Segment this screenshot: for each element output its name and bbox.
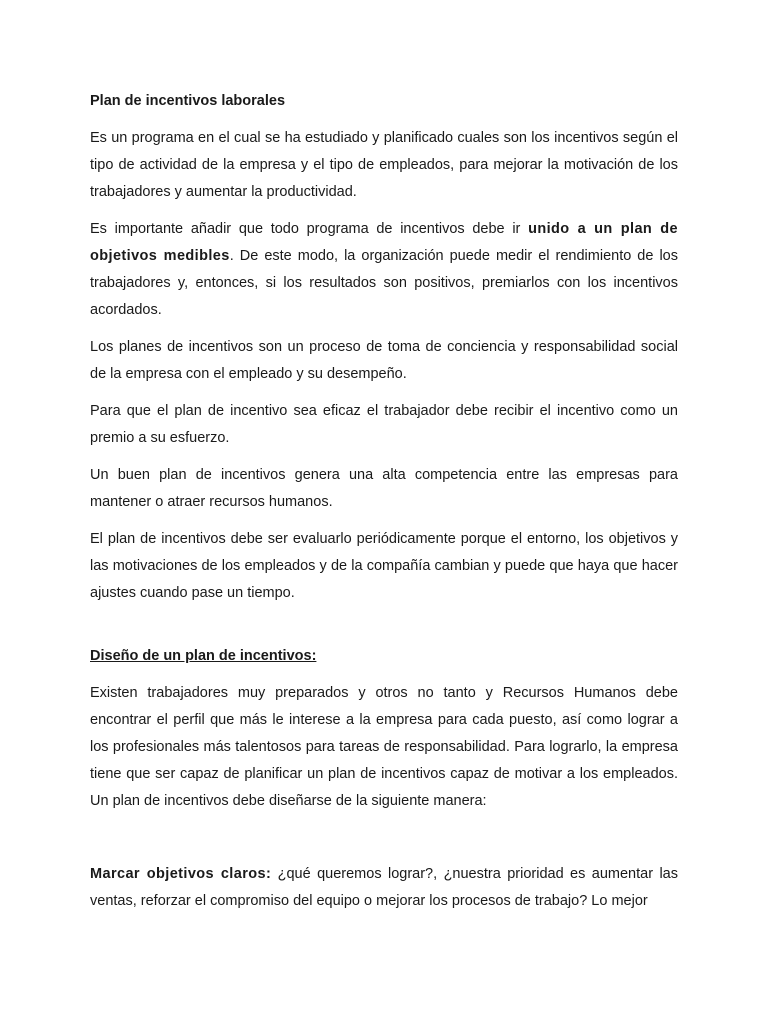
paragraph-text: Es importante añadir que todo programa de incentivos debe ir	[90, 221, 529, 237]
paragraph: Existen trabajadores muy preparados y otros no tanto y Recursos Humanos debe encontrar el perfil que más le interese a la empresa para cada puesto, así como lograr a los profesionales más talentosos para tareas de responsabilidad. Para lograrlo, la empresa tiene que ser capaz de planificar un plan de incentivos capaz de motivar a los empleados. Un plan de incentivos debe diseñarse de la siguiente manera:	[90, 685, 678, 809]
paragraph: Para que el plan de incentivo sea eficaz el trabajador debe recibir el incentivo como un premio a su esfuerzo.	[90, 403, 678, 446]
paragraph: El plan de incentivos debe ser evaluarlo periódicamente porque el entorno, los objetivos y las motivaciones de los empleados y de la compañía cambian y puede que haya que hacer ajustes cuando pase un tiempo.	[90, 531, 678, 601]
document-page	[90, 88, 678, 925]
section-title: Plan de incentivos laborales	[90, 93, 286, 109]
emphasis-text: unido a un plan de objetivos medibles	[90, 221, 679, 264]
paragraph	[90, 861, 678, 915]
paragraph	[90, 216, 678, 324]
paragraph-text: ¿qué queremos lograr?, ¿nuestra prioridad es aumentar las ventas, reforzar el compromiso del equipo o mejorar los procesos de trabajo? Lo mejor	[90, 866, 678, 909]
paragraph: Un buen plan de incentivos genera una alta competencia entre las empresas para mantener o atraer recursos humanos.	[90, 467, 678, 510]
paragraph-text: . De este modo, la organización puede medir el rendimiento de los trabajadores y, entonces, si los resultados son positivos, premiarlos con los incentivos acordados.	[90, 248, 678, 318]
spacer	[90, 825, 678, 861]
spacer	[90, 617, 678, 643]
section-title: Diseño de un plan de incentivos:	[90, 648, 317, 664]
paragraph: Los planes de incentivos son un proceso de toma de conciencia y responsabilidad social de la empresa con el empleado y su desempeño.	[90, 339, 678, 382]
paragraph: Es un programa en el cual se ha estudiado y planificado cuales son los incentivos según el tipo de actividad de la empresa y el tipo de empleados, para mejorar la motivación de los trabajadores y aumentar la productividad.	[90, 130, 678, 200]
emphasis-text: Marcar objetivos claros:	[90, 866, 272, 882]
